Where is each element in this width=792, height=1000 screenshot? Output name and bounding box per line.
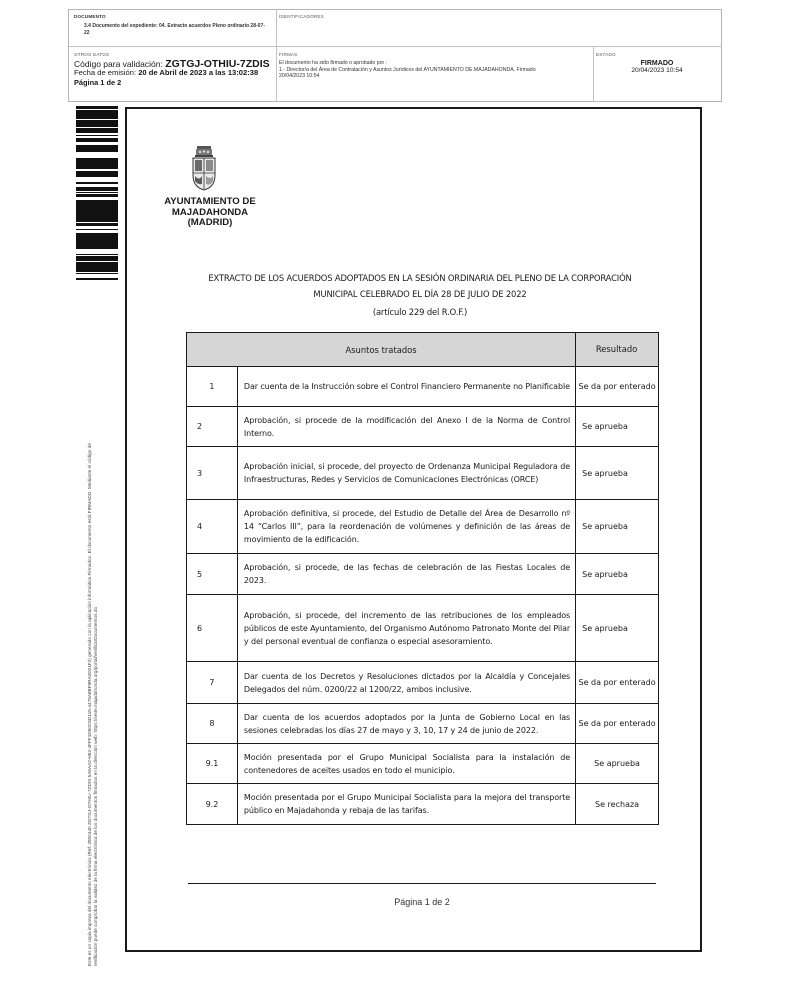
document-title (186, 270, 654, 320)
documento-cell (74, 14, 269, 36)
status-date: 20/04/2023 10:54 (631, 67, 683, 74)
issue-date: 20 de Abril de 2023 a las 13:02:38 (138, 68, 259, 77)
item-result: Se da por enterado (576, 662, 659, 704)
otros-datos-label: OTROS DATOS (74, 52, 110, 57)
firmas-date: 20/04/2023 10:54 (279, 73, 320, 80)
table-header-row (187, 333, 659, 367)
verification-note-line: Este es un copia impresa del documento electrónico (Ref: 2800440 ZGTGJ-OTHIU-7ZDIS 5A5AA2-H62-4FFF1D50C5D115-4479A8BF9RA0D01F2) generado con la aplicación informática Firmadoc. El documento está FIRMADO. Mediante el código de (87, 443, 92, 966)
documento-value: 3.4 Documento del expediente: 04. Extracto acuerdos Pleno ordinario 28-07-22 (84, 23, 265, 36)
title-line-2: MUNICIPAL CELEBRADO EL DÍA 28 DE JULIO DE 2022 (313, 289, 527, 299)
table-row (187, 704, 659, 744)
table-row (187, 784, 659, 825)
item-number: 2 (187, 407, 238, 447)
item-description: Aprobación, si procede, de las fechas de celebración de las Fiestas Locales de 2023. (237, 554, 575, 595)
table-row (187, 367, 659, 407)
footer-rule (188, 883, 656, 884)
item-number: 9.1 (187, 744, 238, 784)
firmas-label: FIRMAS (279, 52, 298, 57)
item-number: 9.2 (187, 784, 238, 825)
item-number: 4 (187, 500, 238, 554)
institution-line: (MADRID) (187, 217, 233, 229)
validation-code-prefix: Código para validación: (74, 59, 163, 69)
header-divider (69, 46, 721, 47)
header-divider (276, 10, 277, 46)
firmas-signer: 1.- Director/a del Área de Contratación y Asuntos Jurídicos del AYUNTAMIENTO DE MAJADAHONDA. Firmado (279, 66, 536, 73)
item-number: 1 (187, 367, 238, 407)
table-row (187, 407, 659, 447)
item-result: Se aprueba (576, 447, 659, 500)
item-number: 7 (187, 662, 238, 704)
item-result: Se aprueba (576, 554, 659, 595)
item-result: Se rechaza (576, 784, 659, 825)
table-row (187, 447, 659, 500)
item-result: Se aprueba (576, 744, 659, 784)
estado-cell (596, 52, 718, 74)
table-row (187, 744, 659, 784)
verification-note-line: verificación puede comprobar la validez de la firma electrónica de los documentos firmados en la dirección web: https://sede.majadahonda.org/portal/verificarDocumentos.do (93, 606, 99, 966)
validation-code: ZGTGJ-OTHIU-7ZDIS (165, 58, 270, 70)
status-badge: FIRMADO (640, 60, 674, 67)
vertical-verification-note (87, 306, 100, 966)
identificadores-cell (279, 14, 579, 19)
otros-datos-cell (74, 52, 274, 87)
item-number: 3 (187, 447, 238, 500)
column-header-resultado: Resultado (576, 333, 659, 367)
item-description: Aprobación, si procede de la modificación del Anexo I de la Norma de Control Interno. (237, 407, 575, 447)
item-number: 5 (187, 554, 238, 595)
estado-label: ESTADO (596, 52, 616, 57)
item-result: Se da por enterado (576, 367, 659, 407)
item-description: Aprobación inicial, si procede, del proyecto de Ordenanza Municipal Reguladora de Infraestructuras, Redes y Servicios de Comunicaciones Electrónicas (ORCE) (237, 447, 575, 500)
footer-page-number: Página 1 de 2 (394, 897, 450, 907)
documento-label: DOCUMENTO (74, 14, 106, 19)
firmas-cell (279, 52, 589, 80)
title-line-1: EXTRACTO DE LOS ACUERDOS ADOPTADOS EN LA SESIÓN ORDINARIA DEL PLENO DE LA CORPORACIÓN (208, 273, 632, 283)
institution-line: AYUNTAMIENTO DE (164, 196, 256, 207)
item-description: Moción presentada por el Grupo Municipal Socialista para la instalación de contenedores de aceites usados en todo el municipio. (237, 744, 575, 784)
item-description: Moción presentada por el Grupo Municipal Socialista para la mejora del transporte público en Majadahonda y rebaja de las tarifas. (237, 784, 575, 825)
item-result: Se aprueba (576, 407, 659, 447)
table-row (187, 500, 659, 554)
item-description: Dar cuenta de los acuerdos adoptados por la Junta de Gobierno Local en las sesiones celebradas los días 27 de mayo y 3, 10, 17 y 24 de junio de 2022. (237, 704, 575, 744)
table-row (187, 595, 659, 662)
item-description: Dar cuenta de la Instrucción sobre el Control Financiero Permanente no Planificable (237, 367, 575, 407)
item-result: Se aprueba (576, 500, 659, 554)
item-description: Aprobación definitiva, si procede, del Estudio de Detalle del Área de Desarrollo nº 14 “Carlos III”, para la reordenación de volúmenes y definición de las áreas de movimiento de la edificación. (237, 500, 575, 554)
item-number: 8 (187, 704, 238, 744)
coat-of-arms-icon (190, 145, 218, 191)
document-header (68, 9, 722, 102)
firmas-intro: El documento ha sido firmado o aprobado por : (279, 60, 388, 66)
item-result: Se aprueba (576, 595, 659, 662)
issue-date-prefix: Fecha de emisión: (74, 68, 137, 77)
institution-line: MAJADAHONDA (171, 206, 249, 218)
column-header-asuntos: Asuntos tratados (187, 333, 576, 367)
issue-date-line (74, 69, 274, 78)
item-number: 6 (187, 595, 238, 662)
header-divider (276, 46, 277, 101)
item-result: Se da por enterado (576, 704, 659, 744)
agreements-table (186, 332, 659, 825)
barcode-image (76, 106, 118, 280)
title-subtitle: (artículo 229 del R.O.F.) (372, 307, 468, 317)
table-row (187, 662, 659, 704)
header-divider (593, 46, 594, 101)
item-description: Dar cuenta de los Decretos y Resoluciones dictados por la Alcaldía y Concejales Delegados del núm. 0200/22 al 1200/22, ambos inclusive. (237, 662, 575, 704)
identificadores-label: IDENTIFICADORES (279, 14, 324, 19)
item-description: Aprobación, si procede, del incremento de las retribuciones de los empleados públicos de este Ayuntamiento, del Organismo Autónomo Patronato Monte del Pilar y del personal eventual de confianza o especial asesoramiento. (237, 595, 575, 662)
institution-name (150, 197, 270, 229)
header-page-number: Página 1 de 2 (74, 77, 122, 87)
table-row (187, 554, 659, 595)
